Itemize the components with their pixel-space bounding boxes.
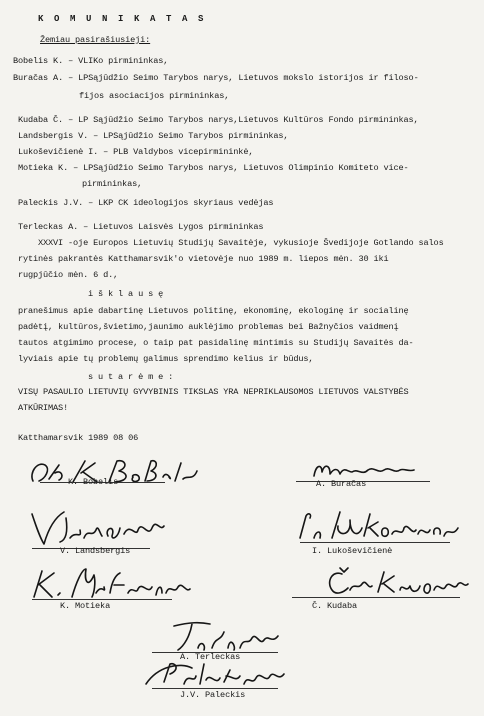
signature-name: J.V. Paleckis	[180, 690, 246, 700]
signatory-line: Buračas A. – LPSąjūdžio Seimo Tarybos narys, Lietuvos mokslo istorijos ir filoso-	[13, 73, 419, 83]
heard-label: i š k l a u s ę	[88, 289, 164, 299]
signatory-line: Bobelis K. – VLIKo pirmininkas,	[13, 56, 169, 66]
declaration-line: ATKŪRIMAS!	[18, 403, 69, 413]
signature-line	[292, 597, 460, 598]
place-date: Katthamarsvik 1989 08 06	[18, 433, 139, 443]
document-title: K O M U N I K A T A S	[38, 14, 207, 24]
signature-name: I. Lukoševičienė	[312, 546, 393, 556]
signature-name: V. Landsbergis	[60, 546, 131, 556]
signature-paleckis	[140, 658, 290, 690]
signatory-line: fijos asociacijos pirmininkas,	[79, 91, 230, 101]
body-line: rytinės pakrantės Katthamarsvik'o vietovėje nuo 1989 m. liepos mėn. 30 iki	[18, 254, 389, 264]
body-line: lyviais apie tų problemų galimus sprendimo kelius ir būdus,	[18, 354, 314, 364]
body-line: padėtį, kultūros,švietimo,jaunimo auklėjimo problemas bei Bažnyčios vaidmenį	[18, 322, 399, 332]
signature-line	[300, 542, 450, 543]
signature-name: A. Terleckas	[180, 652, 241, 662]
signatory-line: Paleckis J.V. – LKP CK ideologijos skyriaus vedėjas	[18, 198, 274, 208]
signatory-line: Kudaba Č. – LP Sąjūdžio Seimo Tarybos narys,Lietuvos Kultūros Fondo pirmininkas,	[18, 115, 419, 125]
signature-line	[32, 599, 172, 600]
signature-terleckas	[170, 618, 285, 654]
signatory-line: Terleckas A. – Lietuvos Laisvės Lygos pirmininkas	[18, 222, 264, 232]
signature-name: A. Buračas	[316, 479, 367, 489]
signature-lukoseviciene	[292, 508, 462, 544]
signature-landsbergis	[26, 508, 171, 548]
body-line: pranešimus apie dabartinę Lietuvos politinę, ekonominę, ekologinę ir socialinę	[18, 306, 409, 316]
agreed-label: s u t a r ė m e :	[88, 372, 174, 382]
signature-name: K. Bobelis	[68, 477, 119, 487]
intro-line: Žemiau pasirašiusieji:	[40, 35, 151, 45]
body-line: tautos atgimimo procese, o taip pat pasidalinę mintimis su Studijų Savaitės da-	[18, 338, 414, 348]
signature-motieka	[24, 565, 194, 601]
signatory-line: Lukoševičienė I. – PLB Valdybos vicepirmininkė,	[18, 147, 254, 157]
signature-name: K. Motieka	[60, 601, 111, 611]
signature-name: Č. Kudaba	[312, 601, 358, 611]
signature-line	[152, 688, 278, 689]
declaration-line: VISŲ PASAULIO LIETUVIŲ GYVYBINIS TIKSLAS YRA NEPRIKLAUSOMOS LIETUVOS VALSTYBĖS	[18, 387, 409, 397]
body-line: XXXVI -oje Europos Lietuvių Studijų Savaitėje, vykusioje Švedijoje Gotlando salos	[38, 238, 444, 248]
body-line: rugpjūčio mėn. 6 d.,	[18, 270, 119, 280]
signatory-line: Motieka K. – LPSąjūdžio Seimo Tarybos narys, Lietuvos Olimpinio Komiteto vice-	[18, 163, 409, 173]
signature-kudaba	[320, 566, 470, 598]
signatory-line: Landsbergis V. – LPSąjūdžio Seimo Tarybos pirmininkas,	[18, 131, 289, 141]
signatory-line: pirmininkas,	[82, 179, 143, 189]
